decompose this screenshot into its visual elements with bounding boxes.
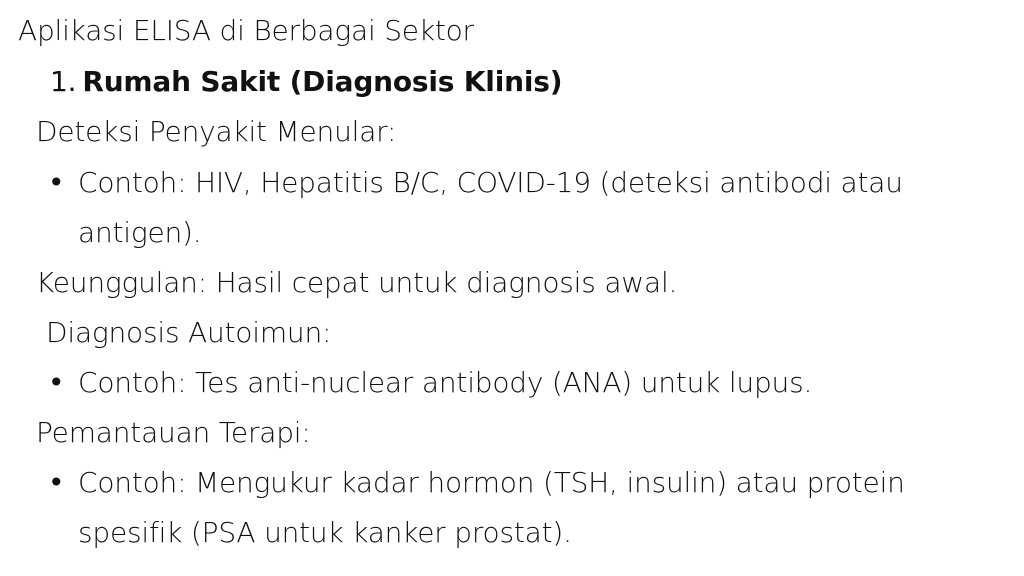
keunggulan-text: Keunggulan: Hasil cepat untuk diagnosis awal. [36,266,678,299]
deteksi-label: Deteksi Penyakit Menular: [36,115,397,148]
terapi-bullet-continuation: spesifik (PSA untuk kanker prostat). [78,516,572,549]
terapi-bullet [48,458,905,508]
bullet-icon: • [48,466,65,499]
document-title: Aplikasi ELISA di Berbagai Sektor [18,14,474,47]
autoimun-label: Diagnosis Autoimun: [46,316,332,349]
section-heading-text: Rumah Sakit (Diagnosis Klinis) [82,65,563,98]
deteksi-bullet-continuation: antigen). [78,216,202,249]
section-heading [50,57,562,107]
bullet-icon: • [48,366,65,399]
terapi-label: Pemantauan Terapi: [36,416,311,449]
autoimun-bullet-text: Contoh: Tes anti-nuclear antibody (ANA) untuk lupus. [78,366,813,399]
autoimun-bullet [48,358,812,408]
deteksi-bullet [48,158,903,208]
deteksi-bullet-text: Contoh: HIV, Hepatitis B/C, COVID-19 (deteksi antibodi atau [78,166,903,199]
section-number: 1. [50,65,77,98]
terapi-bullet-text: Contoh: Mengukur kadar hormon (TSH, insulin) atau protein [78,466,905,499]
bullet-icon: • [48,166,65,199]
